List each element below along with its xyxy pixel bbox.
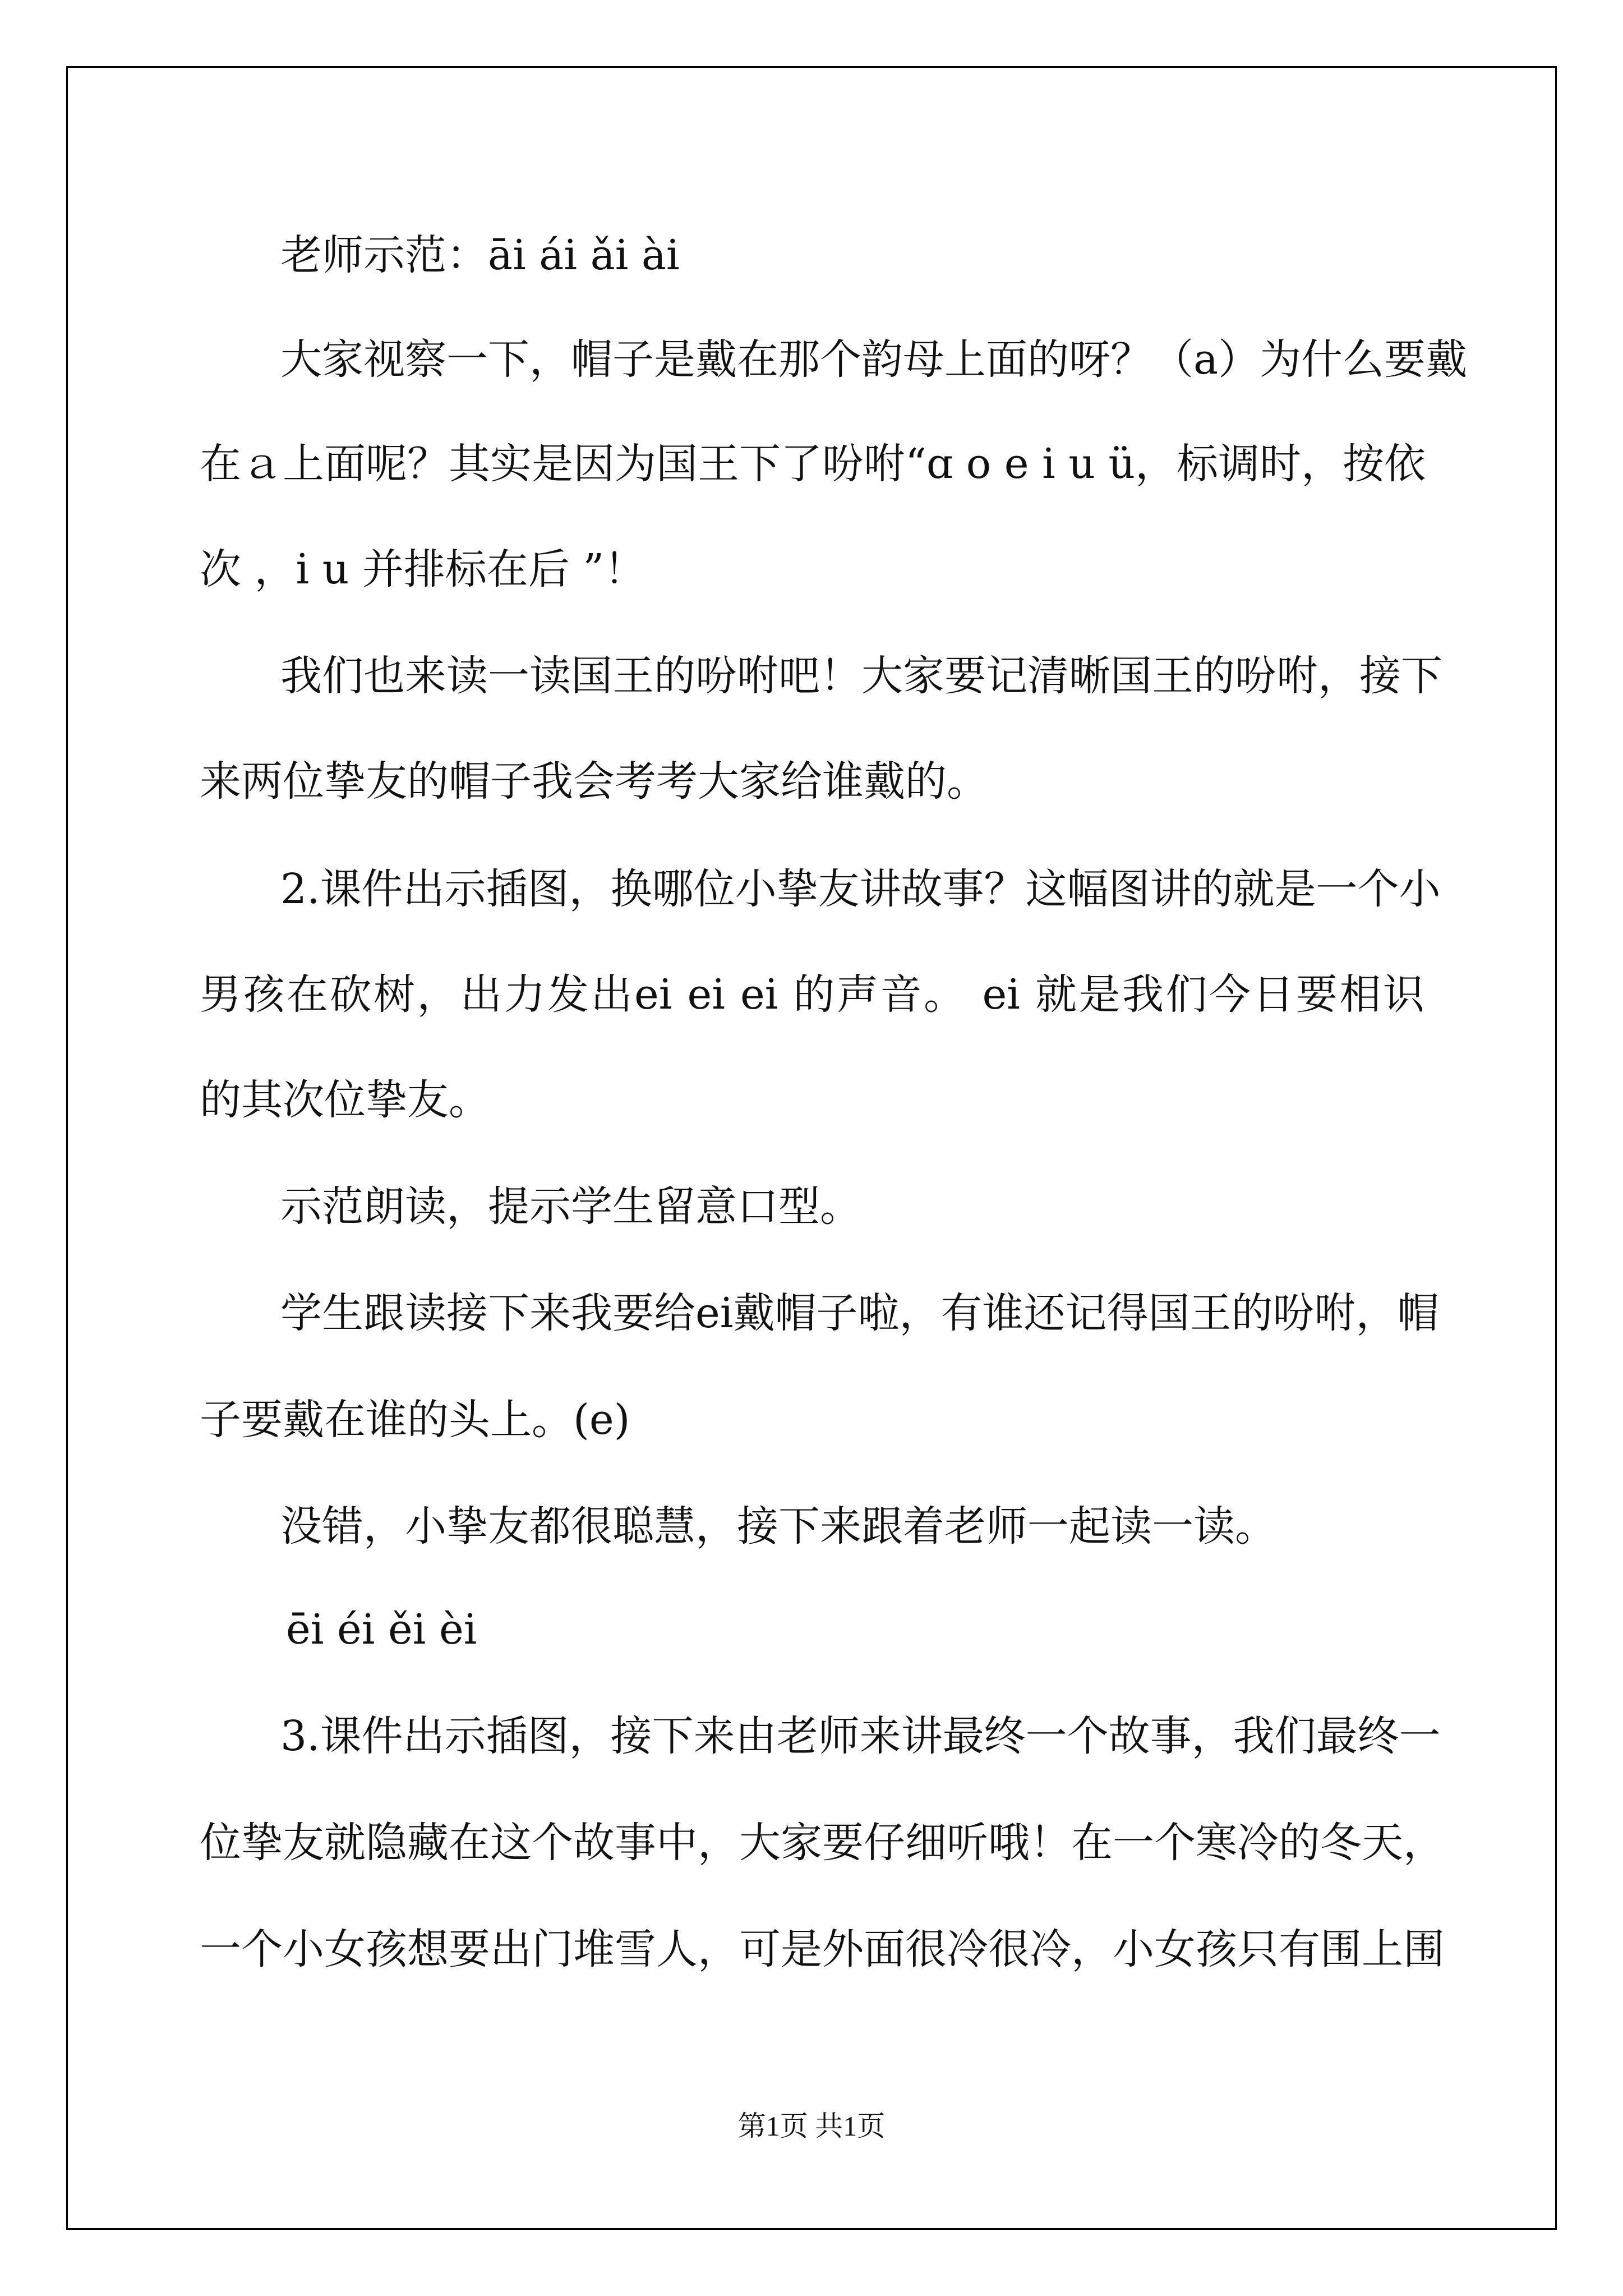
paragraph-line: 2.课件出示插图，换哪位小挚友讲故事？这幅图讲的就是一个小 <box>280 865 1441 913</box>
paragraph-line: 示范朗读，提示学生留意口型。 <box>280 1182 861 1231</box>
page-border <box>66 66 1557 2230</box>
paragraph-line: 子要戴在谁的头上。(e) <box>200 1396 630 1444</box>
paragraph-line: 在ａ上面呢？其实是因为国王下了吩咐“ɑ o e i u ü，标调时，按依 <box>200 440 1426 488</box>
paragraph-teacher-demo: 老师示范：āi ái ǎi ài <box>280 231 680 279</box>
paragraph-line: 我们也来读一读国王的吩咐吧！大家要记清晰国王的吩咐，接下 <box>280 652 1442 700</box>
paragraph-line: 位挚友就隐藏在这个故事中，大家要仔细听哦！在一个寒冷的冬天， <box>200 1819 1445 1867</box>
paragraph-line: 男孩在砍树，出力发出ei ei ei 的声音。 ei 就是我们今日要相识 <box>200 970 1424 1019</box>
page-number: 第1页 共1页 <box>737 2110 886 2142</box>
paragraph-line: 没错，小挚友都很聪慧，接下来跟着老师一起读一读。 <box>280 1502 1276 1550</box>
paragraph-line: 一个小女孩想要出门堆雪人，可是外面很冷很冷，小女孩只有围上围 <box>200 1925 1445 1973</box>
paragraph-line: 的其次位挚友。 <box>200 1076 490 1124</box>
paragraph-line: ēi éi ěi èi <box>286 1605 477 1654</box>
paragraph-line: 3.课件出示插图，接下来由老师来讲最终一个故事，我们最终一 <box>280 1712 1441 1760</box>
paragraph-line: 学生跟读接下来我要给ei戴帽子啦，有谁还记得国王的吩咐，帽 <box>280 1289 1439 1337</box>
paragraph-line: 大家视察一下，帽子是戴在那个韵母上面的呀？（a）为什么要戴 <box>280 335 1468 384</box>
paragraph-line: 来两位挚友的帽子我会考考大家给谁戴的。 <box>200 757 988 806</box>
paragraph-line: 次 ，i u 并排标在后 ”！ <box>200 545 646 593</box>
